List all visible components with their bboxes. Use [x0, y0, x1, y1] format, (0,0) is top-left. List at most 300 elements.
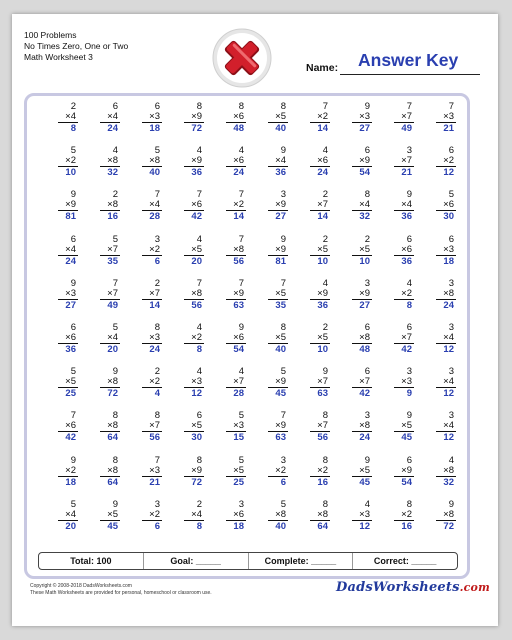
math-problem	[290, 235, 330, 279]
multiplicand: 5	[70, 145, 76, 157]
multiplier-value: 5	[280, 287, 286, 299]
multiplier-value: 9	[364, 155, 370, 167]
multiplier	[142, 377, 162, 388]
multiplicand: 4	[196, 366, 202, 378]
math-problem	[332, 367, 372, 411]
multiplier-value: 5	[196, 420, 202, 432]
multiplier-value: 3	[364, 508, 370, 520]
answer: 36	[65, 344, 76, 355]
multiplier-value: 2	[196, 332, 202, 343]
times-operator: ×	[191, 243, 197, 255]
math-problem	[164, 190, 204, 234]
multiplier-value: 5	[364, 243, 370, 255]
multiplicand: 3	[448, 322, 454, 333]
multiplicand: 4	[196, 145, 202, 157]
times-operator: ×	[65, 332, 71, 343]
total-cell: Total: 100	[39, 553, 144, 569]
multiplier	[226, 289, 246, 300]
answer: 72	[107, 388, 118, 400]
multiplier	[394, 200, 414, 211]
multiplicand: 6	[448, 145, 454, 157]
times-operator: ×	[359, 376, 365, 388]
multiplicand: 8	[238, 101, 244, 112]
multiplicand: 2	[322, 322, 328, 333]
multiplier-value: 7	[406, 111, 412, 122]
math-problem	[332, 102, 372, 146]
times-operator: ×	[443, 287, 449, 299]
times-operator: ×	[359, 508, 365, 520]
math-problem	[122, 279, 162, 323]
multiplicand: 3	[364, 410, 370, 422]
math-problem	[80, 411, 120, 455]
times-operator: ×	[317, 287, 323, 299]
answer: 45	[359, 476, 370, 488]
answer: 64	[107, 432, 118, 444]
multiplier-value: 4	[448, 376, 454, 388]
multiplier-value: 9	[196, 464, 202, 476]
math-problem	[80, 456, 120, 500]
times-operator: ×	[443, 508, 449, 520]
answer: 25	[65, 388, 76, 400]
answer: 4	[154, 388, 160, 400]
times-operator: ×	[65, 111, 71, 122]
multiplicand: 9	[70, 454, 76, 466]
answer: 81	[275, 255, 286, 267]
multiplicand: 7	[238, 189, 244, 201]
multiplicand: 6	[154, 101, 160, 112]
multiplicand: 3	[154, 233, 160, 245]
answer: 64	[107, 476, 118, 488]
answer: 21	[149, 476, 160, 488]
multiplier	[100, 112, 120, 123]
multiplier	[184, 510, 204, 521]
math-problem	[38, 500, 78, 544]
multiplier	[352, 245, 372, 256]
answer: 49	[107, 299, 118, 311]
math-problem	[38, 102, 78, 146]
multiplicand: 3	[280, 189, 286, 201]
multiplier	[226, 466, 246, 477]
times-operator: ×	[65, 243, 71, 255]
multiplier	[436, 377, 456, 388]
multiplier	[268, 377, 288, 388]
multiplier	[352, 112, 372, 123]
multiplier	[184, 333, 204, 344]
answer: 6	[154, 520, 160, 532]
multiplier	[394, 156, 414, 167]
multiplier-value: 8	[364, 420, 370, 432]
multiplicand: 2	[364, 233, 370, 245]
multiplier-value: 3	[154, 332, 160, 343]
times-operator: ×	[359, 420, 365, 432]
multiplicand: 9	[364, 454, 370, 466]
multiplier	[268, 510, 288, 521]
times-operator: ×	[233, 332, 239, 343]
multiplicand: 8	[196, 454, 202, 466]
answer: 6	[154, 255, 160, 267]
multiplier-value: 4	[448, 332, 454, 343]
times-operator: ×	[443, 376, 449, 388]
math-problem	[122, 235, 162, 279]
multiplier	[436, 200, 456, 211]
answer: 56	[233, 255, 244, 267]
math-problem	[248, 500, 288, 544]
times-operator: ×	[233, 508, 239, 520]
math-problem	[206, 190, 246, 234]
multiplicand: 9	[406, 410, 412, 422]
multiplier-value: 3	[196, 376, 202, 388]
answer: 48	[233, 123, 244, 134]
times-operator: ×	[149, 464, 155, 476]
multiplicand: 7	[280, 410, 286, 422]
worksheet-info	[24, 30, 128, 63]
multiplier	[142, 200, 162, 211]
times-operator: ×	[443, 420, 449, 432]
answer: 54	[233, 344, 244, 355]
multiplier	[436, 156, 456, 167]
answer: 6	[280, 476, 286, 488]
multiplicand: 6	[364, 322, 370, 333]
multiplicand: 2	[196, 498, 202, 510]
name-field	[306, 52, 480, 76]
multiplier	[310, 466, 330, 477]
times-operator: ×	[317, 243, 323, 255]
multiplier	[268, 466, 288, 477]
math-problem	[206, 235, 246, 279]
multiplier	[394, 377, 414, 388]
answer: 24	[317, 167, 328, 179]
multiplier	[310, 510, 330, 521]
answer: 49	[401, 123, 412, 134]
multiplier-value: 2	[70, 155, 76, 167]
math-problem	[80, 235, 120, 279]
answer: 36	[401, 255, 412, 267]
times-operator: ×	[233, 111, 239, 122]
times-operator: ×	[401, 332, 407, 343]
multiplicand: 9	[322, 366, 328, 378]
times-operator: ×	[443, 464, 449, 476]
answer-key-title: Answer Key	[358, 50, 459, 70]
times-operator: ×	[401, 155, 407, 167]
times-operator: ×	[107, 376, 113, 388]
multiplier-value: 9	[322, 287, 328, 299]
multiplier	[394, 289, 414, 300]
multiplier-value: 4	[196, 508, 202, 520]
answer: 20	[65, 520, 76, 532]
times-operator: ×	[275, 376, 281, 388]
times-operator: ×	[191, 508, 197, 520]
multiplier	[100, 466, 120, 477]
math-problem	[164, 456, 204, 500]
multiplicand: 8	[322, 454, 328, 466]
multiplier	[184, 112, 204, 123]
multiplier-value: 9	[364, 287, 370, 299]
multiplier-value: 8	[322, 508, 328, 520]
math-problem	[374, 323, 414, 367]
multiplier	[352, 466, 372, 477]
multiplier	[310, 112, 330, 123]
multiplier	[394, 510, 414, 521]
multiplicand: 8	[280, 101, 286, 112]
answer: 42	[401, 344, 412, 355]
multiplicand: 2	[322, 189, 328, 201]
multiplier-value: 2	[238, 199, 244, 211]
multiplier-value: 8	[196, 287, 202, 299]
multiplicand: 9	[448, 498, 454, 510]
answer: 10	[317, 255, 328, 267]
multiplier	[100, 421, 120, 432]
multiplicand: 5	[70, 366, 76, 378]
times-operator: ×	[233, 199, 239, 211]
multiplier	[58, 377, 78, 388]
multiplier	[352, 377, 372, 388]
multiplier-value: 2	[280, 464, 286, 476]
answer: 36	[275, 167, 286, 179]
multiplicand: 6	[364, 366, 370, 378]
times-operator: ×	[107, 464, 113, 476]
multiplier	[142, 289, 162, 300]
multiplier	[184, 466, 204, 477]
multiplicand: 4	[238, 366, 244, 378]
answer: 56	[191, 299, 202, 311]
math-problem	[38, 235, 78, 279]
multiplier	[58, 333, 78, 344]
multiplier-value: 4	[364, 199, 370, 211]
multiplier-value: 8	[112, 376, 118, 388]
multiplicand: 7	[448, 101, 454, 112]
math-problem	[248, 367, 288, 411]
multiplicand: 8	[112, 454, 118, 466]
multiplier-value: 6	[238, 508, 244, 520]
times-operator: ×	[317, 199, 323, 211]
answer: 36	[401, 211, 412, 223]
multiplier-value: 6	[448, 199, 454, 211]
answer: 24	[233, 167, 244, 179]
multiplier	[226, 156, 246, 167]
multiplier-value: 7	[406, 332, 412, 343]
multiplier	[226, 377, 246, 388]
times-operator: ×	[401, 111, 407, 122]
multiplier	[100, 200, 120, 211]
multiplier-value: 6	[238, 332, 244, 343]
times-operator: ×	[233, 420, 239, 432]
multiplier-value: 3	[70, 287, 76, 299]
multiplier-value: 8	[448, 464, 454, 476]
multiplier	[100, 245, 120, 256]
math-problem	[206, 500, 246, 544]
times-operator: ×	[149, 420, 155, 432]
multiplicand: 8	[322, 498, 328, 510]
name-line	[340, 74, 480, 75]
multiplier-value: 6	[70, 420, 76, 432]
times-operator: ×	[443, 243, 449, 255]
multiplier	[142, 510, 162, 521]
multiplier-value: 9	[280, 376, 286, 388]
multiplier-value: 9	[406, 464, 412, 476]
multiplier-value: 8	[238, 243, 244, 255]
times-operator: ×	[443, 199, 449, 211]
math-problem	[206, 279, 246, 323]
math-problem	[164, 323, 204, 367]
multiplier-value: 8	[448, 287, 454, 299]
multiplier	[394, 333, 414, 344]
times-operator: ×	[107, 508, 113, 520]
multiplicand: 9	[238, 322, 244, 333]
answer: 14	[317, 123, 328, 134]
multiplicand: 7	[154, 454, 160, 466]
times-operator: ×	[149, 243, 155, 255]
answer: 8	[196, 520, 202, 532]
multiplier-value: 9	[70, 199, 76, 211]
multiplier-value: 9	[196, 111, 202, 122]
math-problem	[80, 146, 120, 190]
times-operator: ×	[401, 287, 407, 299]
answer: 72	[443, 520, 454, 532]
answer: 36	[317, 299, 328, 311]
answer: 45	[401, 432, 412, 444]
math-problem	[122, 102, 162, 146]
answer: 36	[191, 167, 202, 179]
times-operator: ×	[317, 155, 323, 167]
multiplier-value: 4	[70, 508, 76, 520]
multiplicand: 3	[154, 498, 160, 510]
multiplier-value: 8	[112, 199, 118, 211]
correct-cell: Correct: _____	[373, 556, 437, 566]
multiplier	[142, 333, 162, 344]
multiplier	[184, 289, 204, 300]
multiplicand: 6	[364, 145, 370, 157]
math-problem	[416, 146, 456, 190]
math-problem	[164, 500, 204, 544]
multiplier	[268, 245, 288, 256]
answer: 20	[107, 344, 118, 355]
answer: 30	[191, 432, 202, 444]
answer: 14	[317, 211, 328, 223]
answer: 72	[191, 476, 202, 488]
times-operator: ×	[275, 508, 281, 520]
times-operator: ×	[275, 155, 281, 167]
multiplier-value: 2	[406, 508, 412, 520]
math-problem	[290, 500, 330, 544]
score-box	[38, 552, 458, 570]
times-operator: ×	[275, 111, 281, 122]
math-problem	[332, 146, 372, 190]
answer: 10	[317, 344, 328, 355]
multiplier-value: 4	[112, 332, 118, 343]
times-operator: ×	[359, 243, 365, 255]
problem-count: 100 Problems	[24, 30, 77, 40]
multiplier	[352, 289, 372, 300]
answer: 32	[359, 211, 370, 223]
multiplicand: 7	[238, 233, 244, 245]
multiplier-value: 9	[280, 420, 286, 432]
multiplier	[184, 245, 204, 256]
math-problem	[332, 190, 372, 234]
times-operator: ×	[359, 199, 365, 211]
answer: 9	[406, 388, 412, 400]
math-problem	[38, 190, 78, 234]
multiplier	[226, 200, 246, 211]
multiplier	[226, 421, 246, 432]
answer: 63	[317, 388, 328, 400]
math-problem	[164, 146, 204, 190]
multiplicand: 9	[112, 366, 118, 378]
multiplicand: 7	[322, 101, 328, 112]
multiplicand: 3	[448, 366, 454, 378]
multiplier	[352, 333, 372, 344]
multiplicand: 4	[322, 145, 328, 157]
multiplier-value: 9	[238, 287, 244, 299]
multiplicand: 7	[280, 277, 286, 289]
answer: 20	[191, 255, 202, 267]
multiplier	[310, 200, 330, 211]
answer: 14	[149, 299, 160, 311]
times-operator: ×	[149, 376, 155, 388]
math-problem	[206, 323, 246, 367]
multiplier	[394, 466, 414, 477]
multiplicand: 5	[112, 322, 118, 333]
answer: 10	[359, 255, 370, 267]
multiplier-value: 9	[280, 243, 286, 255]
times-operator: ×	[191, 199, 197, 211]
math-problem	[38, 146, 78, 190]
multiplier-value: 7	[112, 243, 118, 255]
answer: 54	[359, 167, 370, 179]
multiplier	[352, 510, 372, 521]
answer: 40	[275, 344, 286, 355]
times-operator: ×	[107, 243, 113, 255]
multiplier-value: 6	[238, 111, 244, 122]
answer: 10	[65, 167, 76, 179]
times-operator: ×	[317, 111, 323, 122]
multiplier	[184, 377, 204, 388]
math-problem	[332, 235, 372, 279]
multiplier	[268, 333, 288, 344]
answer: 18	[443, 255, 454, 267]
answer: 40	[149, 167, 160, 179]
answer: 12	[443, 432, 454, 444]
multiplicand: 2	[322, 233, 328, 245]
answer: 32	[107, 167, 118, 179]
multiplicand: 6	[406, 454, 412, 466]
math-problem	[416, 323, 456, 367]
times-operator: ×	[275, 332, 281, 343]
answer: 24	[65, 255, 76, 267]
multiplicand: 6	[448, 233, 454, 245]
times-operator: ×	[317, 420, 323, 432]
multiplier-value: 4	[154, 199, 160, 211]
answer: 24	[107, 123, 118, 134]
multiplicand: 4	[448, 454, 454, 466]
multiplier	[394, 421, 414, 432]
math-problem	[80, 279, 120, 323]
multiplier	[184, 200, 204, 211]
worksheet-number: Math Worksheet 3	[24, 52, 93, 62]
answer: 56	[149, 432, 160, 444]
multiplicand: 9	[70, 189, 76, 201]
multiplier-value: 2	[448, 155, 454, 167]
multiplicand: 2	[112, 189, 118, 201]
multiplier-value: 7	[364, 376, 370, 388]
math-problem	[206, 146, 246, 190]
times-operator: ×	[401, 508, 407, 520]
multiplier-value: 7	[322, 199, 328, 211]
multiplicand: 3	[406, 145, 412, 157]
times-operator: ×	[191, 420, 197, 432]
multiplier	[142, 112, 162, 123]
math-problem	[290, 367, 330, 411]
math-problem	[80, 367, 120, 411]
